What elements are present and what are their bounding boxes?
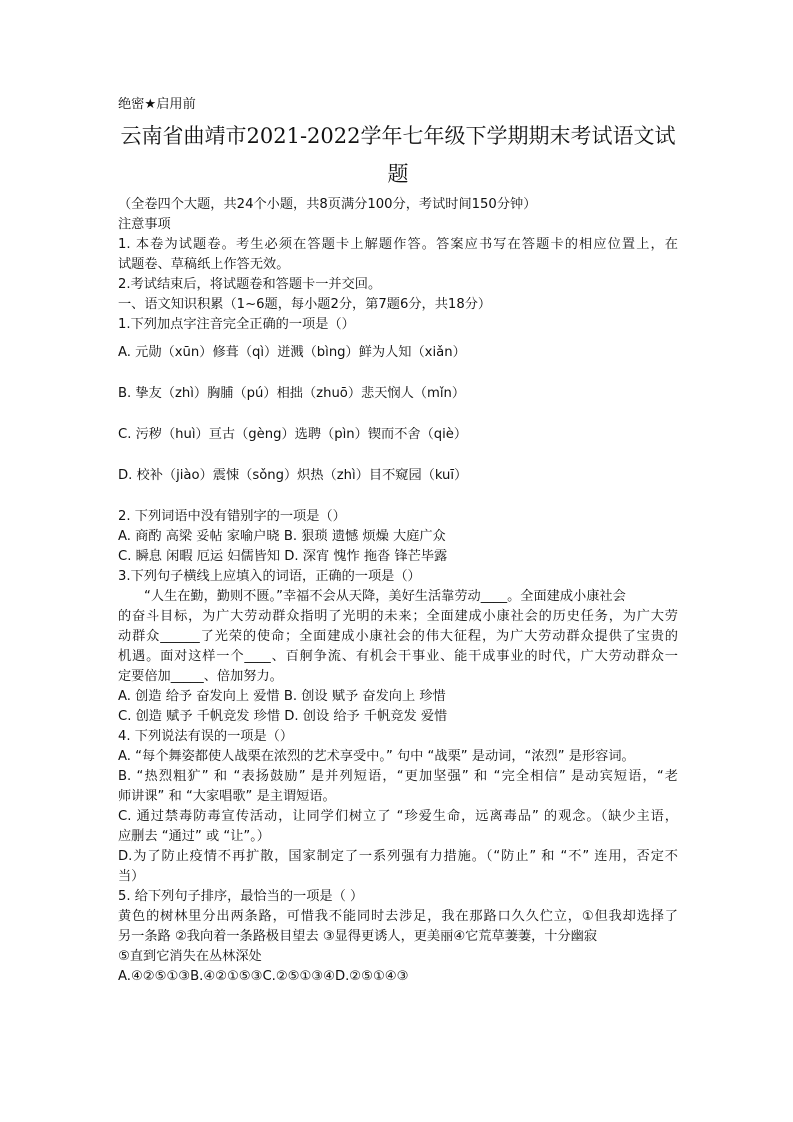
question-3-passage-2: 的奋斗目标，为广大劳动群众指明了光明的未来；全面建成小康社会的历史任务，为广大劳 — [118, 609, 678, 624]
question-3-passage-1: “人生在勤，勤则不匮。”幸福不会从天降，美好生活靠劳动____。全面建成小康社会 — [144, 589, 626, 604]
question-2-options-ab: A. 商酌 高梁 妥帖 家喻户晓 B. 狠琐 遗憾 烦燥 大庭广众 — [118, 529, 446, 544]
question-3-stem: 3.下列句子横线上应填入的词语，正确的一项是（） — [118, 569, 421, 584]
question-4-option-b: B. “热烈粗犷” 和 “表扬鼓励” 是并列短语，“更加坚强” 和 “完全相信” 是动宾短语，“老 — [118, 769, 678, 784]
question-3-passage-3: 动群众______了光荣的使命；全面建成小康社会的伟大征程，为广大劳动群众提供了宝贵的 — [118, 629, 678, 644]
question-4-option-d-cont: 当） — [118, 869, 145, 884]
question-3-options-cd: C. 创造 赋予 千帆竞发 珍惜 D. 创设 给予 千帆竞发 爱惜 — [118, 709, 448, 724]
notice-item-1-cont: 试题卷、草稿纸上作答无效。 — [118, 257, 290, 272]
question-5-passage-1: 黄色的树林里分出两条路，可惜我不能同时去涉足，我在那路口久久伫立，①但我却选择了 — [118, 909, 678, 924]
notice-item-1: 1. 本卷为试题卷。考生必须在答题卡上解题作答。答案应书写在答题卡的相应位置上，在 — [118, 237, 678, 252]
question-3-options-ab: A. 创造 给予 奋发向上 爱惜 B. 创设 赋予 奋发向上 珍惜 — [118, 689, 446, 704]
question-5-stem: 5. 给下列句子排序，最恰当的一项是（ ） — [118, 889, 364, 904]
notice-heading: 注意事项 — [118, 217, 171, 232]
confidential-mark: 绝密★启用前 — [118, 97, 196, 112]
question-1-option-b: B. 挚友（zhì）胸脯（pú）相拙（zhuō）悲天悯人（mǐn） — [118, 386, 466, 401]
question-2-stem: 2. 下列词语中没有错别字的一项是（） — [118, 509, 346, 524]
question-4-option-c: C. 通过禁毒防毒宣传活动，让同学们树立了 “珍爱生命，远离毒品” 的观念。（缺少主语， — [118, 809, 678, 824]
section-heading: 一、语文知识积累（1~6题，每小题2分，第7题6分，共18分） — [118, 297, 492, 312]
exam-page — [118, 95, 678, 987]
question-1-stem: 1.下列加点字注音完全正确的一项是（） — [118, 317, 355, 332]
question-4-option-d: D.为了防止疫情不再扩散，国家制定了一系列强有力措施。（“防止” 和 “不” 连用，否定不 — [118, 849, 678, 864]
question-5-options: A.④②⑤①③B.④②①⑤③C.②⑤①③④D.②⑤①④③ — [118, 969, 409, 984]
question-2-options-cd: C. 瞬息 闲暇 厄运 妇儒皆知 D. 深宵 愧怍 拖沓 锋芒毕露 — [118, 549, 448, 564]
exam-info: （全卷四个大题，共24个小题，共8页满分100分，考试时间150分钟） — [118, 197, 537, 212]
notice-item-2: 2.考试结束后，将试题卷和答题卡一并交回。 — [118, 277, 382, 292]
question-1-option-c: C. 污秽（huì）亘古（gèng）选聘（pìn）锲而不舍（qiè） — [118, 427, 468, 442]
question-3-passage-4: 机遇。面对这样一个____、百舸争流、有机会干事业、能干成事业的时代，广大劳动群众一 — [118, 649, 678, 664]
question-1-option-a: A. 元勋（xūn）修葺（qì）迸溅（bìng）鲜为人知（xiǎn） — [118, 345, 466, 360]
question-4-option-a: A. “每个舞姿都使人战栗在浓烈的艺术享受中。” 句中 “战栗” 是动词，“浓烈” 是形容词。 — [118, 749, 635, 764]
question-5-passage-2: 另一条路 ②我向着一条路极目望去 ③显得更诱人，更美丽④它荒草萋萋，十分幽寂 — [118, 929, 598, 944]
question-4-option-b-cont: 师讲课” 和 “大家唱歌” 是主谓短语。 — [118, 789, 336, 804]
question-4-stem: 4. 下列说法有误的一项是（） — [118, 729, 294, 744]
question-4-option-c-cont: 应删去 “通过” 或 “让”。） — [118, 829, 270, 844]
question-3-passage-5: 定要倍加_____、倍加努力。 — [118, 669, 283, 684]
question-5-passage-3: ⑤直到它消失在丛林深处 — [118, 949, 262, 964]
exam-title: 云南省曲靖市2021-2022学年七年级下学期期末考试语文试 — [120, 124, 676, 148]
question-1-option-d: D. 校补（jiào）震悚（sǒng）炽热（zhì）目不窥园（kuī） — [118, 468, 468, 483]
exam-title-continued: 题 — [387, 162, 409, 186]
